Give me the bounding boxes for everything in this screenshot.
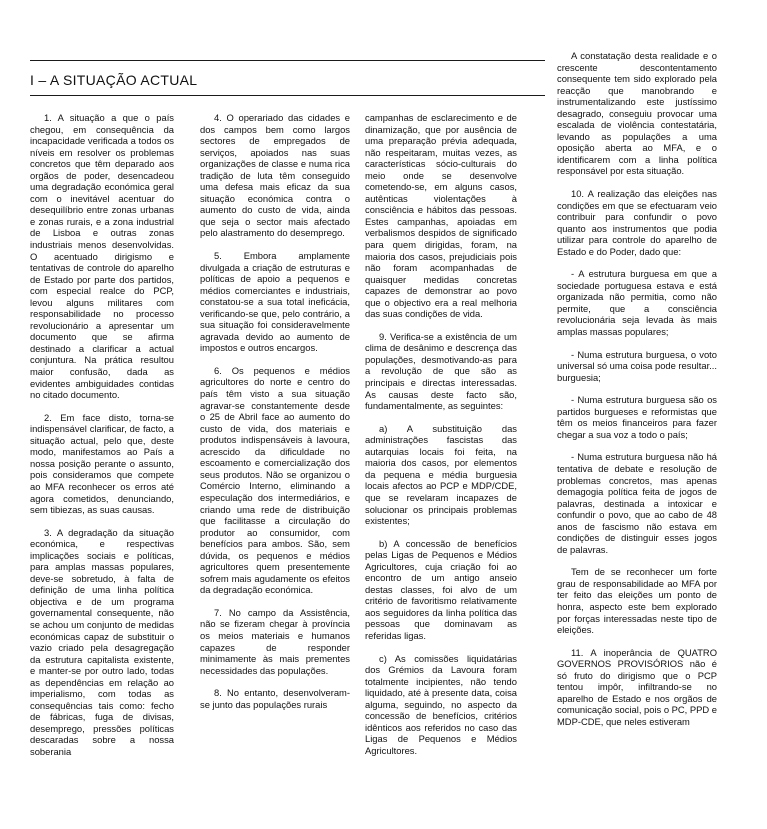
paragraph: campanhas de esclarecimento e de dinamização, que por ausência de uma preparação prévia adequada, não respeitaram, muitas vezes, as características sócio-culturais do meio onde se desenvolve cometendo-se, em alguns casos, autênticas violentações à consciência e hábitos das pessoas. Estes campanhas, apoiadas em verbalismos despidos de significado para quem dirigidas, foram, na maioria dos casos, prejudiciais pois não foram acompanhadas de quaisquer medidas concretas capazes de demonstrar ao povo que o objectivo era a real melhoria das suas condições de vida. [365,112,517,320]
paragraph: 11. A inoperância de QUATRO GOVERNOS PROVISÓRIOS não é só fruto do dirigismo que o PCP tentou impôr, infiltrando-se no aparelho de Estado e nos orgãos de comunicação social, pois o PC, PPD e MDP-CDE, que neles estiveram [557,646,717,727]
list-item: - Numa estrutura burguesa, o voto universal só uma coisa pode resultar... burguesia; [557,348,717,383]
paragraph: 8. No entanto, desenvolveram-se junto das populações rurais [200,687,350,710]
list-item: - Numa estrutura burguesa não há tentativa de debate e resolução de problemas concretos, mas apenas demagogia política feita de jogos de palavras, destinada a intoxicar e confundir o povo, que ao cabo de 48 anos de fascismo não estava em condições de distinguir esses jogos de palavras. [557,451,717,555]
text-column-2 [200,112,350,824]
paragraph: 9. Verifica-se a existência de um clima de desânimo e descrença das populações, desmotivando-as para a revolução de que são as principais e directas interessadas. As causas deste facto são, fundamentalmente, as seguintes: [365,330,517,412]
paragraph: 10. A realização das eleições nas condições em que se efectuaram veio contribuir para confundir o povo quanto aos instrumentos que podia utilizar para controle do aparelho de Estado e do Poder, dado que: [557,188,717,257]
list-item: - Numa estrutura burguesa são os partidos burgueses e reformistas que têm os meios financeiros para fazer chegar a sua voz a todo o país; [557,394,717,440]
paragraph: 7. No campo da Assistência, não se fizeram chegar à província os meios materiais e humanos capazes de responder minimamente às mais prementes necessidades das populações. [200,606,350,676]
paragraph: 5. Embora amplamente divulgada a criação de estruturas e políticas de apoio a pequenos e médios comerciantes e industriais, constatou-se a sua total ineficácia, verificando-se que, pelo contrário, a sua situação foi consideravelmente agravada devido ao aumento de impostos e outros encargos. [200,250,350,354]
list-item: c) As comissões liquidatárias dos Grémios da Lavoura foram totalmente incipientes, não tendo liquidado, até à presente data, coisa alguma, seguindo, no aspecto da concessão de benefícios, critérios idênticos aos referidos no caso das Ligas de Pequenos e Médios Agricultores. [365,652,517,756]
paragraph: 3. A degradação da situação económica, e respectivas implicações sociais e políticas, para amplas massas populares, deve-se sobretudo, à falta de definição de uma linha política objectiva e de um programa governamental consequente, não se achou um conjunto de medidas económicas capaz de substituir o vazio criado pela desagregação da estrutura capitalista existente, e manter-se por outro lado, todas as dependências em relação ao imperialismo, com todas as consequências tais como: fecho de fábricas, fuga de divisas, desemprego, pressões políticas descaradas sobre a nossa soberania [30,526,174,757]
top-rule [30,60,545,61]
list-item: b) A concessão de benefícios pelas Ligas de Pequenos e Médios Agricultores, cuja criação foi ao encontro de um antigo anseio destas classes, foi alvo de um critério de favoritismo relativamente aos seguidores da linha política das pessoas que dominavam as referidas ligas. [365,537,517,641]
paragraph: 4. O operariado das cidades e dos campos bem como largos sectores de empregados de serviços, apoiados nas suas organizações de classe e numa rica tradição de luta têm conseguido uma defesa mais eficaz da sua situação económica contra o aumento do custo de vida, ainda que seja o sector mais afectado pelo alastramento do desemprego. [200,112,350,239]
section-heading: I – A SITUAÇÃO ACTUAL [30,72,198,88]
list-item: a) A substituição das administrações fascistas das autarquias locais foi feita, na maioria dos casos, por elementos da pequena e média burguesia locais afectos ao PCP e MDP/CDE, que se revelaram incapazes de solucionar os principais problemas existentes; [365,422,517,527]
list-item: - A estrutura burguesa em que a sociedade portuguesa estava e está organizada não permitia, como não permite, que a consciência revolucionária seja levada às mais amplas massas populares; [557,268,717,338]
paragraph: A constatação desta realidade e o crescente descontentamento consequente tem sido explorado pela reacção que manobrando e instrumentalizando este justíssimo desagrado, conseguiu provocar uma escalada de violência contestatária, levando as populações a uma oposição aberta ao MFA, e o identificarem com a linha política responsável por esta situação. [557,50,717,177]
heading-rule [30,95,545,96]
paragraph: Tem de se reconhecer um forte grau de responsabilidade ao MFA por ter feito das eleições um ponto de honra, aspecto este bem explorado por forças interessadas neste tipo de eleições. [557,566,717,636]
text-column-1 [30,112,174,824]
text-column-4 [557,50,717,824]
text-column-3 [365,112,517,824]
paragraph: 2. Em face disto, torna-se indispensável clarificar, de facto, a situação actual, pelo que, deste modo, manifestamos ao País a nossa posição perante o assunto, pois consideramos que compete ao MFA reconhecer os erros até agora cometidos, denunciando, sem tibiezas, as suas causas. [30,411,174,516]
paragraph: 6. Os pequenos e médios agricultores do norte e centro do país têm visto a sua situação agravar-se constantemente desde o 25 de Abril face ao aumento do custo de vida, dos materiais e produtos indispensáveis à lavoura, acrescido da dificuldade no escoamento e comercialização dos seus produtos. Não se organizou o Comércio Interno, eliminando a especulação dos intermediários, e criando uma rede de distribuição que facilitasse a circulação do produtor ao consumidor, com benefícios para ambos. São, sem dúvida, os pequenos e médios agricultores quem presentemente sofrem mais agudamente os efeitos da degradação económica. [200,364,350,596]
paragraph: 1. A situação a que o país chegou, em consequência da incapacidade verificada a todos os níveis em resolver os problemas concretos que têm deparado aos orgãos de poder, desencadeou uma degradação económica geral com o inevitável acentuar do desequilíbrio entre zonas urbanas e zonas rurais, e a zona industrial de Lisboa e outras zonas industriais menos desenvolvidas. O acentuado dirigismo e tentativas de controle do aparelho de Estado por parte dos partidos, com especial realce do PCP, levou alguns militares com responsabilidade no processo revolucionário a apresentar um documento que se afirma destinado a clarificar a actual conjuntura. Na prática resultou maior confusão, dada as evidentes ambiguidades contidas no citado documento. [30,112,174,401]
